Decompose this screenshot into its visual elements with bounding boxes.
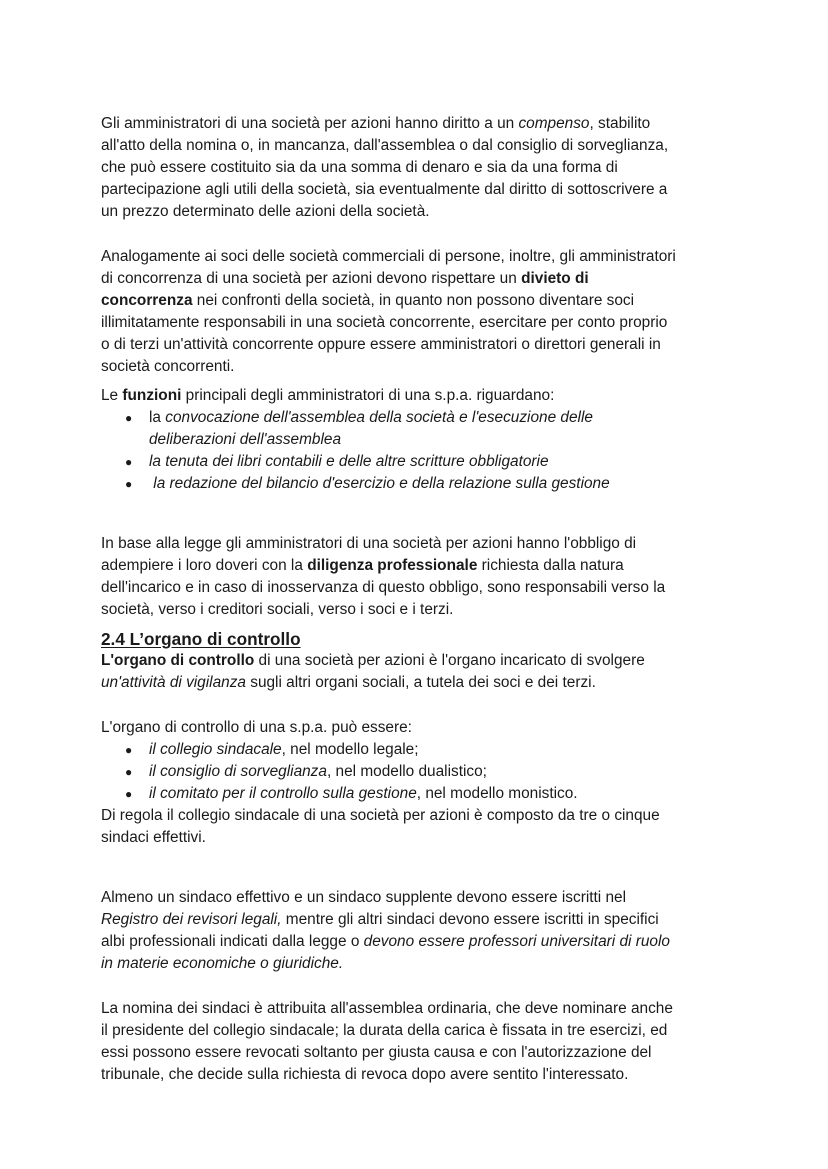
bullet-icon: ● <box>125 477 133 491</box>
bullet-icon: ● <box>125 765 133 779</box>
organo-list <box>101 739 741 805</box>
bullet-icon: ● <box>125 411 133 425</box>
list-item: ● la redazione del bilancio d'esercizio e della relazione sulla gestione <box>101 473 741 495</box>
paragraph-funzioni: Le funzioni principali degli amministratori di una s.p.a. riguardano: ● la convocazione dell'assemblea della società e l'esecuzione delle deliberazioni dell'assemblea ● la tenuta dei libri contabili e delle altre scritture obbligatorie ● la redazione del bilancio d'esercizio e della relazione sulla gestione <box>101 385 741 495</box>
paragraph-nomina-sindaci: La nomina dei sindaci è attribuita all'assemblea ordinaria, che deve nominare anche il presidente del collegio sindacale; la durata della carica è fissata in tre esercizi, ed essi possono essere revocati soltanto per giusta causa e con l'autorizzazione del tribunale, che decide sulla richiesta di revoca dopo avere sentito l'interessato. <box>101 1000 673 1084</box>
bullet-icon: ● <box>125 787 133 801</box>
paragraph-compenso: Gli amministratori di una società per azioni hanno diritto a un compenso, stabilito all'atto della nomina o, in mancanza, dall'assemblea o dal consiglio di sorveglianza, che può essere costituito sia da una somma di denaro e sia da una forma di partecipazione agli utili della società, sia eventualmente dal diritto di sottoscrivere a un prezzo determinato delle azioni della società. <box>101 115 669 221</box>
bullet-icon: ● <box>125 743 133 757</box>
list-item: ● il comitato per il controllo sulla gestione, nel modello monistico. <box>101 783 741 805</box>
paragraph-diligenza: In base alla legge gli amministratori di una società per azioni hanno l'obbligo di adempiere i loro doveri con la diligenza professionale richiesta dalla natura dell'incarico e in caso di inosservanza di questo obbligo, sono responsabili verso la società, verso i creditori sociali, verso i soci e i terzi. <box>101 535 666 619</box>
list-item: ● il consiglio di sorveglianza, nel modello dualistico; <box>101 761 741 783</box>
list-item: ● il collegio sindacale, nel modello legale; <box>101 739 741 761</box>
funzioni-list <box>101 407 741 495</box>
paragraph-registro-revisori: Almeno un sindaco effettivo e un sindaco supplente devono essere iscritti nel Registro dei revisori legali, mentre gli altri sindaci devono essere iscritti in specifici albi professionali indicati dalla legge o devono essere professori universitari di ruolo in materie economiche o giuridiche. <box>101 889 670 973</box>
paragraph-tipi-organo: L'organo di controllo di una s.p.a. può essere: ● il collegio sindacale, nel modello legale; ● il consiglio di sorveglianza, nel modello dualistico; ● il comitato per il controllo sulla gestione, nel modello monistico. Di regola il collegio sindacale di una società per azioni è composto da tre o cinque sindaci effettivi. <box>101 717 741 849</box>
list-item: ● la convocazione dell'assemblea della società e l'esecuzione delle deliberazioni dell'assemblea <box>125 409 593 448</box>
section-heading: 2.4 L’organo di controllo <box>101 629 301 649</box>
list-item: ● la tenuta dei libri contabili e delle altre scritture obbligatorie <box>101 451 741 473</box>
paragraph-divieto-concorrenza: Analogamente ai soci delle società commerciali di persone, inoltre, gli amministratori di concorrenza di una società per azioni devono rispettare un divieto di concorrenza nei confronti della società, in quanto non possono diventare soci illimitatamente responsabili in una società concorrente, esercitare per conto proprio o di terzi un'attività concorrente oppure essere amministratori o direttori generali in società concorrenti. <box>101 248 676 376</box>
section-organo-controllo: 2.4 L’organo di controllo L'organo di controllo di una società per azioni è l'organo incaricato di svolgere un'attività di vigilanza sugli altri organi sociali, a tutela dei soci e dei terzi. <box>101 628 741 694</box>
bullet-icon: ● <box>125 455 133 469</box>
